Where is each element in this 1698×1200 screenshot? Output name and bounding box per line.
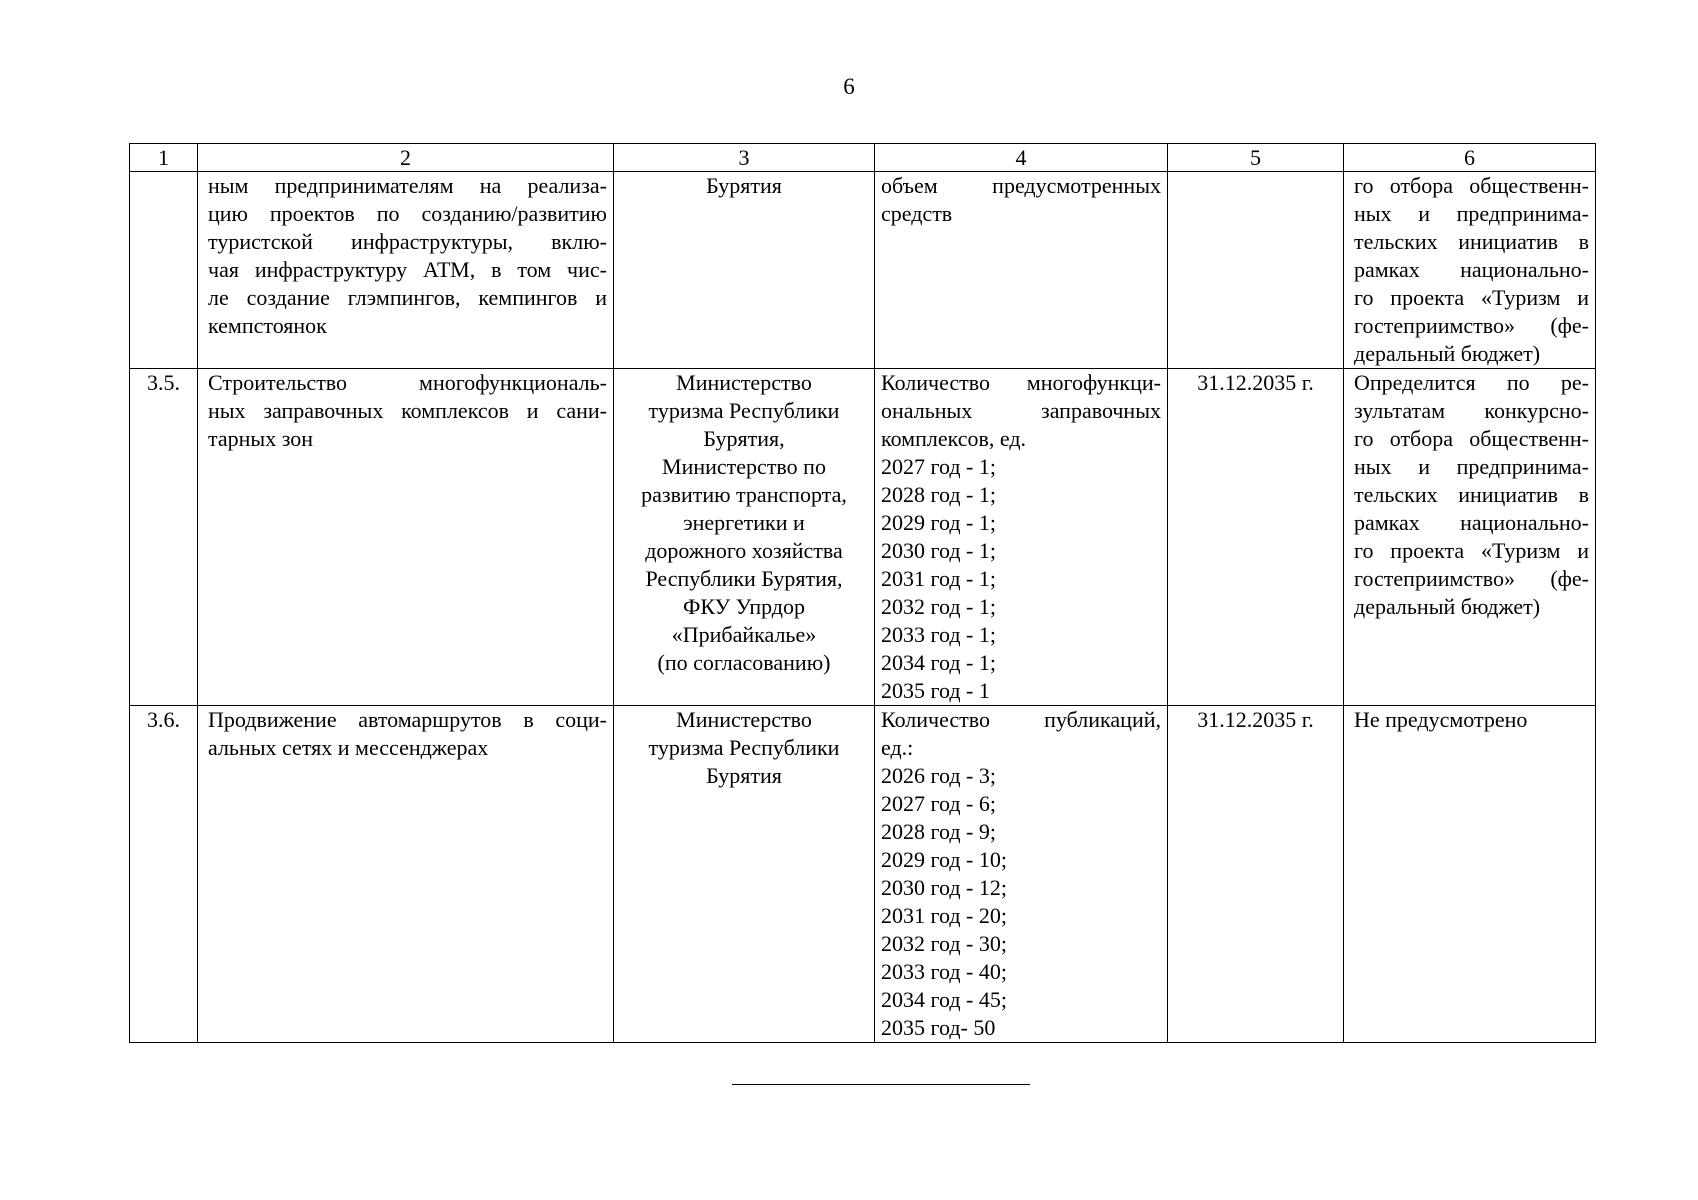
cell-line: объем предусмотренных — [881, 173, 1161, 198]
measures-table — [129, 143, 1596, 1043]
cell-line: ных и предпринима- — [1354, 454, 1589, 479]
table-row — [130, 706, 1596, 1043]
cell-line: Количество публикаций, — [881, 707, 1161, 732]
funding-cell — [1344, 706, 1596, 1043]
responsible-cell — [614, 172, 875, 369]
cell-line: 2031 год - 1; — [881, 566, 996, 591]
header-cell: 3 — [614, 144, 875, 172]
indicator-cell — [875, 369, 1168, 706]
cell-line: средств — [881, 201, 953, 226]
cell-line: 2028 год - 1; — [881, 482, 996, 507]
cell-line: ед.: — [881, 735, 914, 760]
cell-line: 2029 год - 10; — [881, 847, 1007, 872]
cell-line: тарных зон — [208, 426, 314, 451]
cell-line: тельских инициатив в — [1354, 482, 1589, 507]
responsible-cell — [614, 706, 875, 1043]
measure-description-cell — [198, 369, 614, 706]
cell-line: деральный бюджет) — [1354, 594, 1541, 619]
cell-line: рамках национально- — [1354, 257, 1589, 282]
cell-line: 2027 год - 6; — [881, 791, 996, 816]
row-number-cell: 3.5. — [130, 369, 198, 706]
cell-line: ФКУ Упрдор — [682, 594, 805, 619]
cell-line: го проекта «Туризм и — [1354, 538, 1589, 563]
cell-line: гостеприимство» (фе- — [1354, 313, 1589, 338]
cell-line: ных и предпринима- — [1354, 201, 1589, 226]
cell-line: Бурятия — [706, 173, 782, 198]
cell-line: тельских инициатив в — [1354, 229, 1589, 254]
cell-line: Определится по ре- — [1354, 370, 1589, 395]
cell-line: (по согласованию) — [657, 650, 831, 675]
cell-line: ным предпринимателям на реализа- — [208, 173, 607, 198]
cell-line: «Прибайкалье» — [671, 622, 817, 647]
cell-line: дорожного хозяйства — [645, 538, 843, 563]
table-row — [130, 172, 1596, 369]
cell-line: 2035 год - 1 — [881, 678, 990, 703]
cell-line: туризма Республики — [648, 735, 840, 760]
cell-line: развитию транспорта, — [641, 482, 847, 507]
cell-line: туризма Республики — [648, 398, 840, 423]
table-header-row — [130, 144, 1596, 172]
cell-line: 2027 год - 1; — [881, 454, 996, 479]
cell-line: го отбора общественн- — [1354, 426, 1589, 451]
cell-line: 2033 год - 40; — [881, 959, 1007, 984]
table-row — [130, 369, 1596, 706]
cell-line: комплексов, ед. — [881, 426, 1027, 451]
cell-line: энергетики и — [683, 510, 805, 535]
cell-line: туристской инфраструктуры, вклю- — [208, 229, 607, 254]
cell-line: ле создание глэмпингов, кемпингов и — [208, 285, 607, 310]
cell-line: Количество многофункци- — [881, 370, 1161, 395]
cell-line: Бурятия, — [703, 426, 785, 451]
cell-line: ональных заправочных — [881, 398, 1161, 423]
responsible-cell — [614, 369, 875, 706]
cell-line: ных заправочных комплексов и сани- — [208, 398, 607, 423]
header-cell: 1 — [130, 144, 198, 172]
cell-line: цию проектов по созданию/развитию — [208, 201, 607, 226]
cell-line: 2032 год - 30; — [881, 931, 1007, 956]
indicator-cell — [875, 706, 1168, 1043]
cell-line: гостеприимство» (фе- — [1354, 566, 1589, 591]
deadline-cell: 31.12.2035 г. — [1168, 706, 1344, 1043]
funding-cell — [1344, 369, 1596, 706]
cell-line: 2026 год - 3; — [881, 763, 996, 788]
row-number-cell: 3.6. — [130, 706, 198, 1043]
row-number-cell — [130, 172, 198, 369]
header-cell: 4 — [875, 144, 1168, 172]
cell-line: деральный бюджет) — [1354, 341, 1541, 366]
indicator-cell — [875, 172, 1168, 369]
cell-line: кемпстоянок — [208, 313, 327, 338]
cell-line: 2034 год - 45; — [881, 987, 1007, 1012]
deadline-cell: 31.12.2035 г. — [1168, 369, 1344, 706]
cell-line: Бурятия — [706, 763, 782, 788]
footer-divider — [732, 1084, 1030, 1085]
cell-line: Строительство многофункциональ- — [208, 370, 607, 395]
cell-line: 2031 год - 20; — [881, 903, 1007, 928]
cell-line: 2032 год - 1; — [881, 594, 996, 619]
funding-cell — [1344, 172, 1596, 369]
cell-line: 2028 год - 9; — [881, 819, 996, 844]
cell-line: го проекта «Туризм и — [1354, 285, 1589, 310]
cell-line: рамках национально- — [1354, 510, 1589, 535]
cell-line: 2030 год - 12; — [881, 875, 1007, 900]
cell-line: го отбора общественн- — [1354, 173, 1589, 198]
cell-line: 2033 год - 1; — [881, 622, 996, 647]
cell-line: Республики Бурятия, — [645, 566, 843, 591]
cell-line: 2029 год - 1; — [881, 510, 996, 535]
cell-line: чая инфраструктуру АТМ, в том чис- — [208, 257, 607, 282]
cell-line: Министерство по — [662, 454, 826, 479]
cell-line: Министерство — [676, 370, 812, 395]
cell-line: 2034 год - 1; — [881, 650, 996, 675]
measure-description-cell — [198, 172, 614, 369]
cell-line: 2035 год- 50 — [881, 1015, 996, 1040]
measure-description-cell — [198, 706, 614, 1043]
page-number: 6 — [843, 74, 855, 99]
cell-line: альных сетях и мессенджерах — [208, 735, 489, 760]
cell-line: Продвижение автомаршрутов в соци- — [208, 707, 607, 732]
deadline-cell — [1168, 172, 1344, 369]
cell-line: Не предусмотрено — [1354, 707, 1528, 732]
cell-line: Министерство — [676, 707, 812, 732]
header-cell: 6 — [1344, 144, 1596, 172]
header-cell: 5 — [1168, 144, 1344, 172]
header-cell: 2 — [198, 144, 614, 172]
cell-line: зультатам конкурсно- — [1354, 398, 1589, 423]
cell-line: 2030 год - 1; — [881, 538, 996, 563]
